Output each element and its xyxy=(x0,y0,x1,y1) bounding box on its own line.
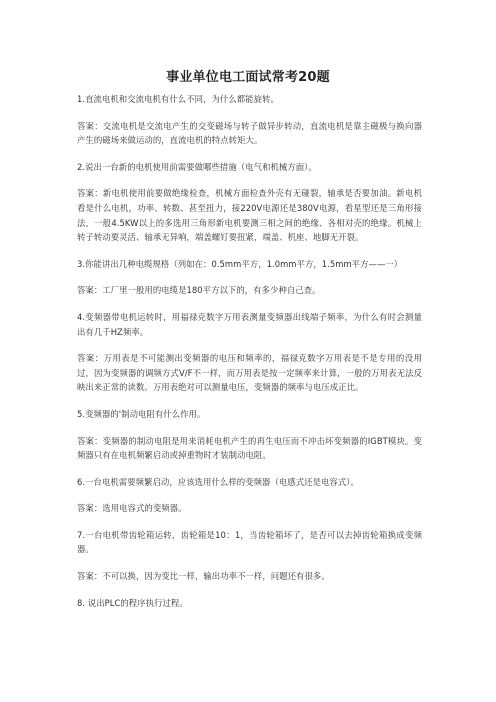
question-5: 5.变频器的'制动电阻有什么作用。 xyxy=(77,408,206,419)
answer-4: 答案：万用表是不可能测出变频器的电压和频率的，福禄克数字万用表是不是专用的没用过，因为变频器的调频方式V/F不一样，而万用表是按一定频率来计算，一般的万用表无法反映出来正常的读数。万用表绝对可以测量电压，变频器的频率与电压成正比。 xyxy=(77,353,422,393)
question-4: 4.变频器带电机运转时，用福禄克数字万用表测量变频器出线端子频率，为什么有时会测量出有几千HZ频率。 xyxy=(77,311,422,337)
answer-1: 答案：交流电机是交流电产生的交变磁场与转子做异步转动，直流电机是靠主磁极与换向器产生的磁场来做运动的，直流电机的特点转矩大。 xyxy=(77,120,422,146)
document-title: 事业单位电工面试常考20题 xyxy=(166,70,330,85)
answer-2: 答案：新电机使用前要做绝缘检查，机械方面检查外壳有无碰裂，轴承是否要加油。新电机看是什么电机，功率、转数、甚至扭力，接220V电源还是380V电源，看星型还是三角形接法，一般4.5KW以上的多选用三角形新电机要测三相之间的绝缘、各相对壳的绝缘。机械上转子转动要灵活、轴承无异响，端盖螺钉要扭紧，端盖、机座、地脚无开裂。 xyxy=(77,188,422,243)
answer-7: 答案：不可以换，因为变比一样，输出功率不一样，问题还有很多。 xyxy=(77,571,330,582)
question-6: 6.一台电机需要频繁启动，应该选用什么样的变频器（电感式还是电容式）。 xyxy=(77,476,359,487)
question-3: 3.你能讲出几种电缆规格（列如在：0.5mm平方，1.0mm平方，1.5mm平方——一） xyxy=(77,258,403,269)
question-8: 8. 说出PLC的程序执行过程。 xyxy=(77,597,188,608)
answer-6: 答案：选用电容式的变频器。 xyxy=(77,503,187,514)
question-2: 2.说出一台新的电机使用前需要做哪些措施（电气和机械方面）。 xyxy=(77,161,317,172)
question-7: 7.一台电机带齿轮箱运转，齿轮箱是10：1，当齿轮箱坏了，是否可以去掉齿轮箱换成变频器。 xyxy=(77,529,422,555)
qa-list xyxy=(77,92,422,610)
question-1: 1.直流电机和交流电机有什么不同，为什么都能旋转。 xyxy=(77,94,279,104)
answer-3: 答案：工厂里一般用的电缆是180平方以下的，有多少种自己查。 xyxy=(77,285,321,296)
answer-5: 答案：变频器的制动电阻是用来消耗电机产生的再生电压而不冲击坏变频器的IGBT模块。变频器只有在电机频繁启动或掉重物时才装制动电阻。 xyxy=(77,435,422,461)
